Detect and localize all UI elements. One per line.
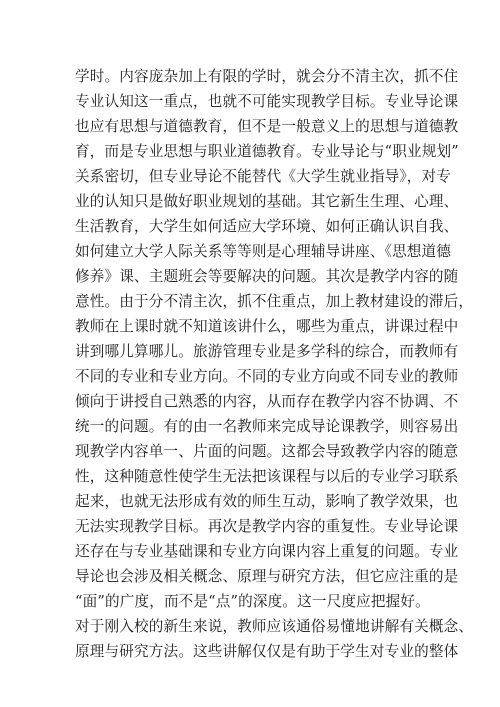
text-line: 无法实现教学目标。再次是教学内容的重复性。专业导论课 <box>75 518 459 535</box>
text-line: 生活教育，大学生如何适应大学环境、如何正确认识自我、 <box>75 218 459 235</box>
text-line: 不同的专业和专业方向。不同的专业方向或不同专业的教师 <box>75 368 459 385</box>
text-line: 业的认知只是做好职业规划的基础。其它新生生理、心理、 <box>75 193 459 210</box>
text-line: 也应有思想与道德教育，但不是一般意义上的思想与道德教 <box>75 118 459 135</box>
text-line: 导论也会涉及相关概念、原理与研究方法，但它应注重的是 <box>75 568 459 585</box>
text-line: 统一的问题。有的由一名教师来完成导论课教学，则容易出 <box>75 418 459 435</box>
text-line: 现教学内容单一、片面的问题。这都会导致教学内容的随意 <box>75 443 459 460</box>
text-line: 还存在与专业基础课和专业方向课内容上重复的问题。专业 <box>75 543 459 560</box>
text-line: 学时。内容庞杂加上有限的学时，就会分不清主次，抓不住 <box>75 68 459 85</box>
text-line: 起来，也就无法形成有效的师生互动，影响了教学效果，也 <box>75 493 459 510</box>
text-line: 教师在上课时就不知道该讲什么，哪些为重点，讲课过程中 <box>75 318 459 335</box>
text-line: 倾向于讲授自己熟悉的内容，从而存在教学内容不协调、不 <box>75 393 459 410</box>
text-line: 育，而是专业思想与职业道德教育。专业导论与“职业规划” <box>75 143 459 160</box>
text-line: 原理与研究方法。这些讲解仅仅是有助于学生对专业的整体 <box>75 643 459 660</box>
text-line: 关系密切，但专业导论不能替代《大学生就业指导》，对专 <box>75 168 452 185</box>
text-line: 专业认知这一重点，也就不可能实现教学目标。专业导论课 <box>75 93 459 110</box>
text-line: 讲到哪儿算哪儿。旅游管理专业是多学科的综合，而教师有 <box>75 343 459 360</box>
text-line: 修养》课、主题班会等要解决的问题。其次是教学内容的随 <box>75 268 459 285</box>
text-line: “面”的广度，而不是“点”的深度。这一尺度应把握好。 <box>75 593 430 610</box>
text-line: 性，这种随意性使学生无法把该课程与以后的专业学习联系 <box>75 468 459 485</box>
text-line: 如何建立大学人际关系等等则是心理辅导讲座、《思想道德 <box>75 243 452 260</box>
text-line: 意性。由于分不清主次，抓不住重点，加上教材建设的滞后， <box>75 293 474 310</box>
body-paragraph <box>75 64 474 664</box>
text-line: 对于刚入校的新生来说，教师应该通俗易懂地讲解有关概念、 <box>75 618 474 635</box>
